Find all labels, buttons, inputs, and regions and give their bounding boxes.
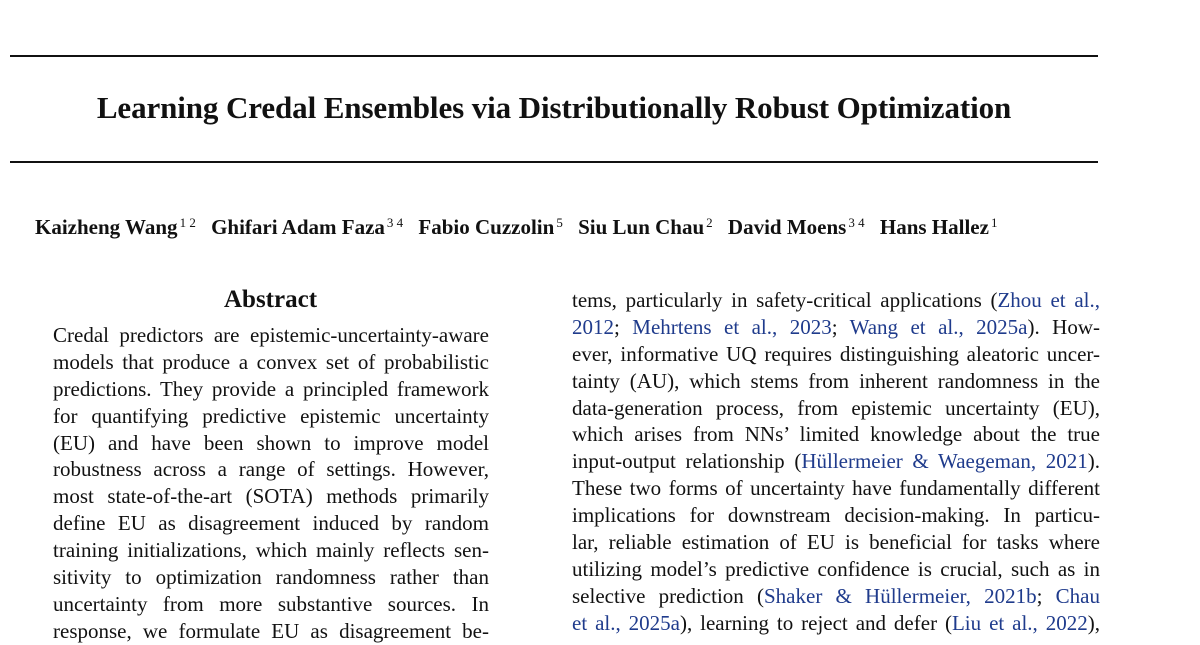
body-line: selective prediction (Shaker & Hüllermeier, 2021b; Chau [572,583,1100,608]
abstract-line: models that produce a convex set of probabilistic [53,349,489,374]
body-line: These two forms of uncertainty have fundamentally different [572,476,1100,501]
abstract-line: response, we formulate EU as disagreement be- [53,618,489,643]
body-line: data-generation process, from epistemic uncertainty (EU), [572,395,1100,420]
abstract-line: for quantifying predictive epistemic uncertainty [53,403,489,428]
citation-link[interactable]: Zhou et al., [997,288,1100,312]
citation-link[interactable]: Liu et al., 2022 [951,610,1088,635]
author: Fabio Cuzzolin $^5$ [418,215,563,239]
body-line: lar, reliable estimation of EU is beneficial for tasks where [572,530,1100,555]
citation-link[interactable]: Mehrtens et al., 2023 [632,314,832,339]
citation-link[interactable]: Shaker & Hüllermeier, 2021b [764,583,1037,608]
abstract-heading: Abstract [223,286,318,313]
abstract-line: define EU as disagreement induced by random [53,511,489,536]
body-line: implications for downstream decision-making. In particu- [572,503,1100,528]
author-affiliation: 5 [556,215,563,230]
citation-link[interactable]: 2012 [572,314,614,339]
author-list [35,208,1155,242]
title-rule-top [10,55,1098,57]
author-affiliation: 3 4 [386,215,404,230]
body-line: utilizing model’s predictive confidence is crucial, such as in [572,556,1100,581]
author: Siu Lun Chau $^2$ [578,215,713,239]
abstract-line: uncertainty from more substantive sources. In [53,591,489,616]
body-line: et al., 2025a), learning to reject and defer (Liu et al., 2022), [572,610,1100,635]
abstract-line: predictions. They provide a principled framework [53,376,489,401]
paper-title: Learning Credal Ensembles via Distributionally Robust Optimization [96,90,1012,125]
abstract-line: most state-of-the-art (SOTA) methods primarily [53,484,489,509]
citation-link[interactable]: Hüllermeier & Waegeman, 2021 [801,449,1088,474]
author: David Moens $^{3 4}$ [727,215,865,239]
author-affiliation: 2 [706,215,713,230]
abstract-line: robustness across a range of settings. However, [53,457,489,482]
citation-link[interactable]: et al., 2025a [572,610,680,635]
abstract-body [53,322,489,643]
abstract-line: sitivity to optimization randomness rather than [53,565,489,590]
author: Ghifari Adam Faza $^{3 4}$ [211,215,404,239]
author-affiliation: 3 4 [848,215,865,230]
author-affiliation: 1 [990,215,998,230]
body-line: input-output relationship (Hüllermeier & Waegeman, 2021). [572,449,1100,474]
author-affiliation: 1 2 [179,215,196,230]
body-line: 2012; Mehrtens et al., 2023; Wang et al., 2025a). How- [572,314,1100,339]
body-line: which arises from NNs’ limited knowledge about the true [572,422,1100,447]
author: Hans Hallez $^1$ [879,215,998,239]
citation-link[interactable]: Wang et al., 2025a [849,314,1028,339]
citation-link[interactable]: Chau [1055,583,1100,608]
body-line: tainty (AU), which stems from inherent randomness in the [572,368,1100,393]
title-rule-bottom [10,161,1098,163]
abstract-line: training initializations, which mainly reflects sen- [53,538,489,563]
abstract-line: Credal predictors are epistemic-uncertainty-aware [53,323,489,347]
author: Kaizheng Wang $^{1 2}$ [35,215,196,239]
introduction-body [572,287,1100,637]
abstract-line: (EU) and have been shown to improve model [53,430,489,455]
body-line: ever, informative UQ requires distinguishing aleatoric uncer- [572,341,1100,366]
body-line: tems, particularly in safety-critical applications (Zhou et al., [572,288,1100,312]
